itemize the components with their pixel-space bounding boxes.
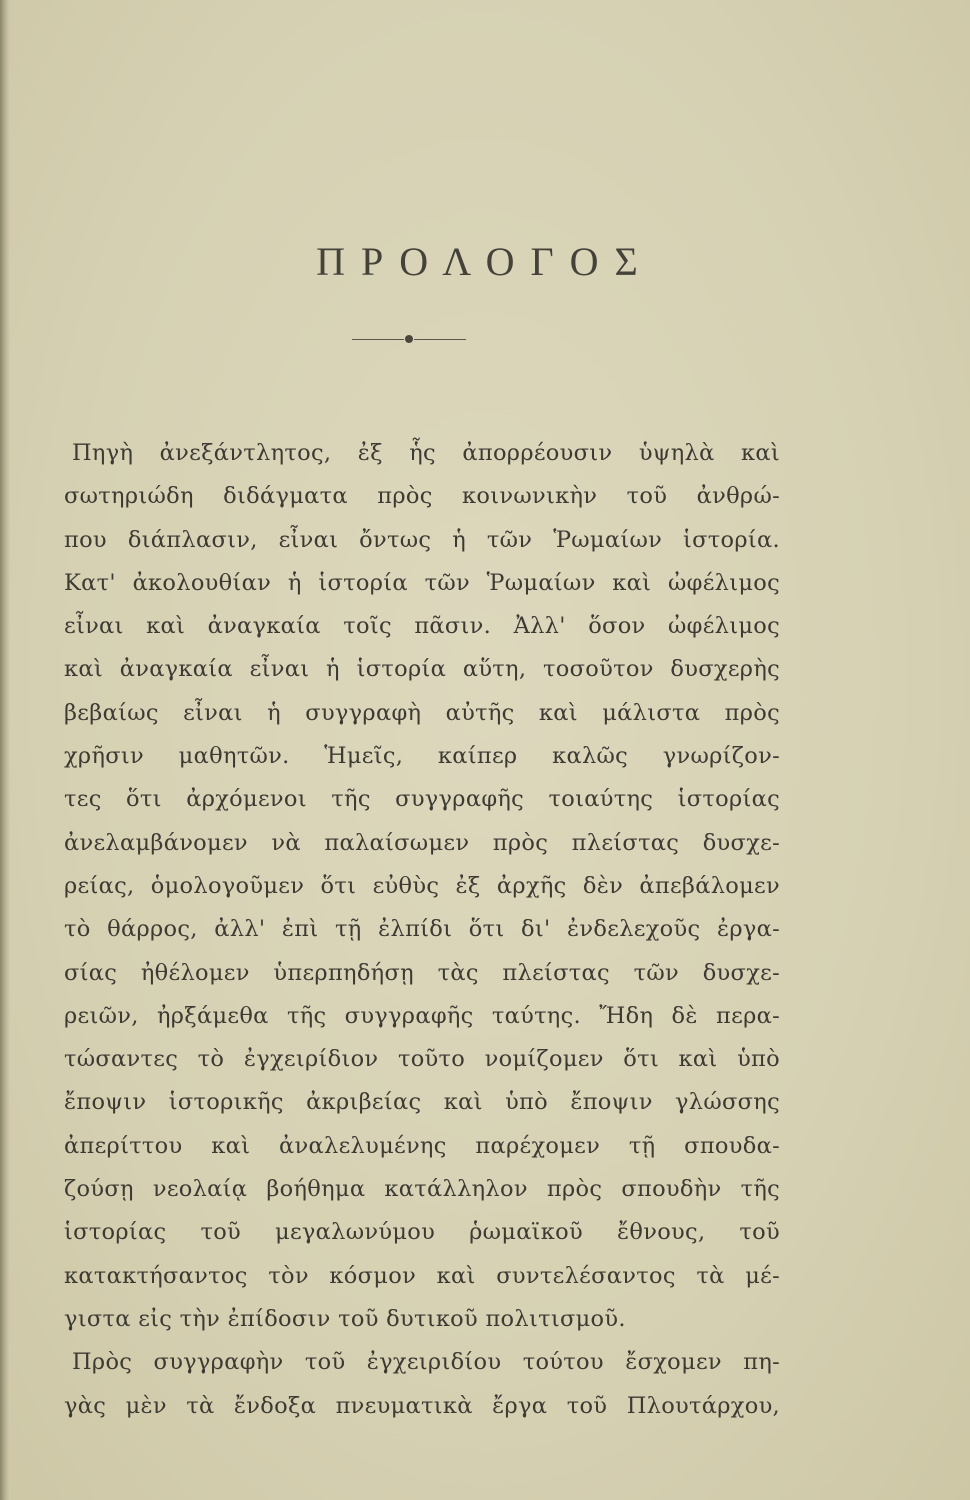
text-line: σωτηριώδη διδάγματα πρὸς κοινωνικὴν τοῦ ἀνθρώ- [64,483,780,510]
text-line: Πηγὴ ἀνεξάντλητος, ἐξ ἧς ἀπορρέουσιν ὑψηλὰ καὶ [72,440,780,466]
ornament-rule-right [414,339,466,340]
text-line: ἀπερίττου καὶ ἀναλελυμένης παρέχομεν τῇ σπουδα- [64,1132,780,1159]
text-line: ἔποψιν ἱστορικῆς ἀκριβείας καὶ ὑπὸ ἔποψιν γλώσσης [64,1089,780,1116]
text-line: καὶ ἀναγκαία εἶναι ἡ ἱστορία αὕτη, τοσοῦτον δυσχερὴς [64,656,780,683]
text-line: που διάπλασιν, εἶναι ὄντως ἡ τῶν Ῥωμαίων ἱστορία. [64,526,780,553]
text-line: γὰς μὲν τὰ ἔνδοξα πνευματικὰ ἔργα τοῦ Πλουτάρχου, [64,1392,780,1419]
text-line: ρειῶν, ἠρξάμεθα τῆς συγγραφῆς ταύτης. Ἤδη δὲ περα- [64,1002,780,1029]
page-title: ΠΡΟΛΟΓΟΣ [316,239,654,284]
text-line: τὸ θάρρος, ἀλλ' ἐπὶ τῇ ἐλπίδι ὅτι δι' ἐνδελεχοῦς ἐργα- [64,916,780,943]
text-line: βεβαίως εἶναι ἡ συγγραφὴ αὐτῆς καὶ μάλιστα πρὸς [64,699,780,726]
ornament-dot [405,335,413,343]
text-line: τες ὅτι ἀρχόμενοι τῆς συγγραφῆς τοιαύτης ἱστορίας [64,786,780,813]
text-line: κατακτήσαντος τὸν κόσμον καὶ συντελέσαντος τὰ μέ- [64,1262,780,1289]
text-line: σίας ἠθέλομεν ὑπερπηδήσῃ τὰς πλείστας τῶν δυσχε- [64,959,780,986]
body-text [64,432,780,1428]
page-spine-shadow [0,0,10,1500]
text-line: ἀνελαμβάνομεν νὰ παλαίσωμεν πρὸς πλείστας δυσχε- [64,829,780,856]
text-line: τώσαντες τὸ ἐγχειρίδιον τοῦτο νομίζομεν ὅτι καὶ ὑπὸ [64,1046,780,1073]
text-line: ζούσῃ νεολαίᾳ βοήθημα κατάλληλον πρὸς σπουδὴν τῆς [64,1176,780,1203]
text-line: ἱστορίας τοῦ μεγαλωνύμου ῥωμαϊκοῦ ἔθνους, τοῦ [64,1219,780,1246]
text-line: γιστα εἰς τὴν ἐπίδοσιν τοῦ δυτικοῦ πολιτισμοῦ. [64,1305,626,1332]
text-line: Κατ' ἀκολουθίαν ἡ ἱστορία τῶν Ῥωμαίων καὶ ὠφέλιμος [64,569,780,596]
text-line: εἶναι καὶ ἀναγκαία τοῖς πᾶσιν. Ἀλλ' ὅσον ὠφέλιμος [64,613,780,640]
text-line: ρείας, ὁμολογοῦμεν ὅτι εὐθὺς ἐξ ἀρχῆς δὲν ἀπεβάλομεν [64,872,780,899]
title-ornament [352,333,466,347]
ornament-rule-left [352,339,404,340]
text-line: χρῆσιν μαθητῶν. Ἡμεῖς, καίπερ καλῶς γνωρίζον- [64,743,780,770]
text-line: Πρὸς συγγραφὴν τοῦ ἐγχειριδίου τούτου ἔσχομεν πη- [72,1349,780,1376]
